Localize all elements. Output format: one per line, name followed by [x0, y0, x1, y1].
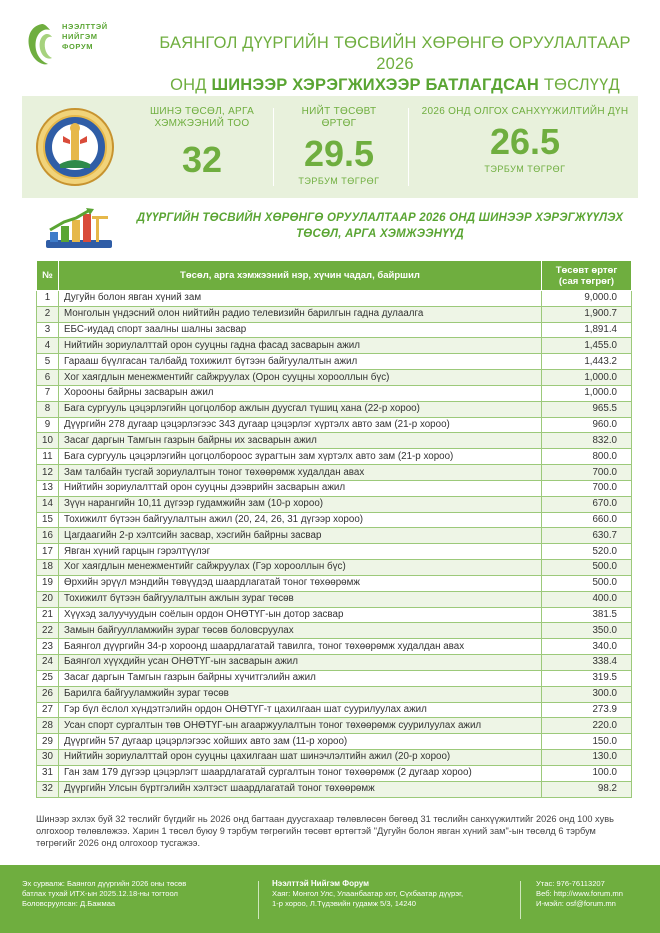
- footer-divider: [520, 881, 521, 919]
- project-name: Баянгол хүүхдийн усан ОНӨТҮГ-ын засварын ажил: [59, 655, 542, 671]
- project-cost: 300.0: [542, 686, 632, 702]
- table-row: [37, 765, 632, 781]
- footer-line: 1-р хороо, Л.Түдэвийн гудамж 5/3, 14240: [272, 899, 416, 908]
- project-name: Баянгол дүүргийн 34-р хороонд шаардлагатай тавилга, тоног төхөөрөмж худалдан авах: [59, 639, 542, 655]
- project-name: Тохижилт бүтээн байгуулалтын ажил (20, 24, 26, 31 дүгээр хороо): [59, 512, 542, 528]
- column-header-name: Төсөл, арга хэмжээний нэр, хүчин чадал, байршил: [59, 261, 542, 291]
- project-name: Хорооны байрны засварын ажил: [59, 385, 542, 401]
- project-name: ЕБС-иудад спорт заалны шалны засвар: [59, 322, 542, 338]
- table-row: [37, 607, 632, 623]
- row-number: 6: [37, 370, 59, 386]
- project-name: Хүүхэд залуучуудын соёлын ордон ОНӨТҮГ-ын дотор засвар: [59, 607, 542, 623]
- table-row: [37, 354, 632, 370]
- project-cost: 670.0: [542, 496, 632, 512]
- project-cost: 1,000.0: [542, 385, 632, 401]
- project-name: Дүүргийн Улсын бүртгэлийн хэлтэст шаардлагатай тоног төхөөрөмж: [59, 781, 542, 797]
- stat-value: 26.5: [489, 121, 561, 162]
- footer-contact: [536, 879, 656, 909]
- table-row: [37, 702, 632, 718]
- stats-banner: [22, 96, 638, 198]
- project-cost: 500.0: [542, 575, 632, 591]
- project-cost: 520.0: [542, 544, 632, 560]
- footer-source: [22, 879, 222, 909]
- column-header-no: №: [37, 261, 59, 291]
- stat-label: ШИНЭ ТӨСӨЛ, АРГА ХЭМЖЭЭНИЙ ТОО: [149, 106, 255, 129]
- row-number: 32: [37, 781, 59, 797]
- footer-line: Боловсруулсан: Д.Бажмаа: [22, 899, 116, 908]
- project-cost: 960.0: [542, 417, 632, 433]
- table-row: [37, 781, 632, 797]
- row-number: 20: [37, 591, 59, 607]
- row-number: 23: [37, 639, 59, 655]
- project-cost: 700.0: [542, 465, 632, 481]
- table-row: [37, 496, 632, 512]
- row-number: 16: [37, 528, 59, 544]
- table-row: [37, 639, 632, 655]
- column-header-cost-line1: Төсөвт өртөг: [555, 264, 618, 276]
- table-row: [37, 575, 632, 591]
- table-row: [37, 338, 632, 354]
- title-line-1: БАЯНГОЛ ДҮҮРГИЙН ТӨСВИЙН ХӨРӨНГӨ ОРУУЛАЛТААР 2026: [159, 34, 631, 73]
- project-cost: 9,000.0: [542, 291, 632, 307]
- row-number: 21: [37, 607, 59, 623]
- table-row: [37, 591, 632, 607]
- stat-unit: ТЭРБУМ ТӨГРӨГ: [298, 176, 380, 186]
- project-name: Зүүн нарангийн 10,11 дүгээр гудамжийн зам (10-р хороо): [59, 496, 542, 512]
- table-row: [37, 401, 632, 417]
- table-body: [37, 291, 632, 798]
- footer-email-link[interactable]: И-мэйл: osf@forum.mn: [536, 899, 616, 908]
- row-number: 17: [37, 544, 59, 560]
- title-line-2-pre: ОНД: [170, 76, 207, 94]
- project-name: Гарааш бүүлгасан талбайд тохижилт бүтээн байгуулалтын ажил: [59, 354, 542, 370]
- project-name: Цагдаагийн 2-р хэлтсийн засвар, хэсгийн байрны засвар: [59, 528, 542, 544]
- table-row: [37, 306, 632, 322]
- project-name: Нийтийн зориулалттай орон сууцны гадна фасад засварын ажил: [59, 338, 542, 354]
- table-row: [37, 655, 632, 671]
- stat-total-cost: [284, 106, 394, 186]
- row-number: 8: [37, 401, 59, 417]
- table-row: [37, 291, 632, 307]
- logo-line: ФОРУМ: [62, 42, 94, 51]
- stat-project-count: [142, 106, 262, 180]
- stat-label: 2026 ОНД ОЛГОХ САНХҮҮЖИЛТИЙН ДҮН: [421, 106, 629, 117]
- project-name: Засаг даргын Тамгын газрын байрны хүчитгэлийн ажил: [59, 670, 542, 686]
- project-cost: 273.9: [542, 702, 632, 718]
- table-row: [37, 465, 632, 481]
- project-cost: 1,443.2: [542, 354, 632, 370]
- project-name: Хог хаягдлын менежментийг сайжруулах (Орон сууцны хорооллын бүс): [59, 370, 542, 386]
- logo-line: НЭЭЛТТЭЙ: [62, 22, 108, 31]
- project-name: Нийтийн зориулалттай орон сууцны дээврийн засварын ажил: [59, 480, 542, 496]
- stat-divider: [273, 108, 274, 186]
- project-cost: 220.0: [542, 718, 632, 734]
- table-row: [37, 670, 632, 686]
- row-number: 3: [37, 322, 59, 338]
- title-line-2: [150, 75, 640, 96]
- project-cost: 1,000.0: [542, 370, 632, 386]
- project-cost: 100.0: [542, 765, 632, 781]
- row-number: 26: [37, 686, 59, 702]
- row-number: 25: [37, 670, 59, 686]
- project-name: Дугуйн болон явган хүний зам: [59, 291, 542, 307]
- project-cost: 340.0: [542, 639, 632, 655]
- footer-line: Эх сурвалж: Баянгол дүүргийн 2026 оны төсөв: [22, 879, 187, 888]
- table-row: [37, 480, 632, 496]
- forum-logo-icon: [22, 20, 62, 68]
- title-line-2-post: ТӨСЛҮҮД: [543, 76, 620, 94]
- project-name: Бага сургууль цэцэрлэгийн цогцолбор ажлын дуусгал түшиц хана (22-р хороо): [59, 401, 542, 417]
- project-cost: 1,900.7: [542, 306, 632, 322]
- project-cost: 150.0: [542, 734, 632, 750]
- table-row: [37, 385, 632, 401]
- row-number: 11: [37, 449, 59, 465]
- project-cost: 400.0: [542, 591, 632, 607]
- project-name: Гэр бүл ёслол хүндэтгэлийн ордон ОНӨТҮГ-т цахилгаан шат суурилуулах ажил: [59, 702, 542, 718]
- project-name: Хог хаягдлын менежментийг сайжруулах (Гэр хорооллын бүс): [59, 560, 542, 576]
- row-number: 5: [37, 354, 59, 370]
- row-number: 9: [37, 417, 59, 433]
- project-cost: 338.4: [542, 655, 632, 671]
- project-name: Ган зам 179 дүгээр цэцэрлэгт шаардлагатай сургалтын тоног төхөөрөмж (2 дугаар хороо): [59, 765, 542, 781]
- table-row: [37, 734, 632, 750]
- project-name: Тохижилт бүтээн байгуулалтын ажлын зураг төсөв: [59, 591, 542, 607]
- table-row: [37, 433, 632, 449]
- project-name: Засаг даргын Тамгын газрын байрны их засварын ажил: [59, 433, 542, 449]
- logo-line: НИЙГЭМ: [62, 32, 98, 41]
- project-name: Зам талбайн тусгай зориулалтын тоног төхөөрөмж худалдан авах: [59, 465, 542, 481]
- row-number: 24: [37, 655, 59, 671]
- project-cost: 832.0: [542, 433, 632, 449]
- table-row: [37, 686, 632, 702]
- stat-divider: [408, 108, 409, 186]
- project-name: Дүүргийн 57 дугаар цэцэрлэгээс хойших авто зам (11-р хороо): [59, 734, 542, 750]
- row-number: 19: [37, 575, 59, 591]
- table-row: [37, 512, 632, 528]
- section-heading: [40, 202, 630, 254]
- table-row: [37, 370, 632, 386]
- project-cost: 319.5: [542, 670, 632, 686]
- footer-phone: Утас: 976-76113207: [536, 879, 605, 888]
- table-row: [37, 544, 632, 560]
- row-number: 27: [37, 702, 59, 718]
- table-row: [37, 560, 632, 576]
- table-row: [37, 449, 632, 465]
- stat-funding-2026: [420, 106, 630, 174]
- project-cost: 500.0: [542, 560, 632, 576]
- table-row: [37, 528, 632, 544]
- project-name: Нийтийн зориулалттай орон сууцны цахилгаан шат шинэчлэлтийн ажил (20-р хороо): [59, 750, 542, 766]
- title-line-2-bold: ШИНЭЭР ХЭРЭГЖИХЭЭР БАТЛАГДСАН: [211, 76, 540, 94]
- row-number: 29: [37, 734, 59, 750]
- table-row: [37, 417, 632, 433]
- district-emblem: [30, 106, 120, 188]
- row-number: 14: [37, 496, 59, 512]
- project-name: Барилга байгууламжийн зураг төсөв: [59, 686, 542, 702]
- forum-logo: [22, 16, 132, 76]
- row-number: 30: [37, 750, 59, 766]
- project-cost: 965.5: [542, 401, 632, 417]
- project-name: Монголын үндэсний олон нийтийн радио телевизийн барилгын гадна дулаалга: [59, 306, 542, 322]
- row-number: 2: [37, 306, 59, 322]
- row-number: 18: [37, 560, 59, 576]
- section-title: ДҮҮРГИЙН ТӨСВИЙН ХӨРӨНГӨ ОРУУЛАЛТААР 2026 ОНД ШИНЭЭР ХЭРЭГЖҮҮЛЭХ ТӨСӨЛ, АРГА ХЭМЖЭЭНҮҮД: [136, 212, 624, 240]
- page-title: [150, 33, 640, 96]
- row-number: 10: [37, 433, 59, 449]
- project-cost: 1,891.4: [542, 322, 632, 338]
- footnote: Шинээр эхлэх буй 32 төслийг бүгдийг нь 2026 онд багтаан дуусгахаар төлөвлөсөн бөгөөд 31 төслийн санхүүжилтийг 2026 онд 100 хувь олгохоор төлөвлөжээ. Харин 1 төсөл буюу 9 тэрбум төгрөгийн төсөвт өртөгтэй "Дугуйн болон явган хүний зам"-ын төсөлд 6 тэрбум төгрөгийг 2026 онд олгохоор тусгажээ.: [36, 814, 614, 848]
- project-name: Явган хүний гарцын гэрэлтүүлэг: [59, 544, 542, 560]
- stat-label: НИЙТ ТӨСӨВТ ӨРТӨГ: [301, 106, 377, 129]
- row-number: 12: [37, 465, 59, 481]
- column-header-cost: [542, 261, 632, 291]
- projects-table: [36, 260, 632, 798]
- table-row: [37, 322, 632, 338]
- row-number: 7: [37, 385, 59, 401]
- column-header-cost-line2: (сая төгрөг): [558, 275, 615, 287]
- row-number: 22: [37, 623, 59, 639]
- stat-unit: ТЭРБУМ ТӨГРӨГ: [484, 164, 566, 174]
- project-cost: 700.0: [542, 480, 632, 496]
- footer-address: [272, 879, 502, 909]
- project-cost: 350.0: [542, 623, 632, 639]
- row-number: 15: [37, 512, 59, 528]
- growth-chart-icon: [44, 206, 114, 250]
- project-cost: 130.0: [542, 750, 632, 766]
- stat-value: 32: [181, 139, 223, 180]
- project-cost: 660.0: [542, 512, 632, 528]
- footer-line: батлах тухай ИТХ-ын 2025.12.18-ны тогтоол: [22, 889, 178, 898]
- table-row: [37, 750, 632, 766]
- project-cost: 381.5: [542, 607, 632, 623]
- row-number: 28: [37, 718, 59, 734]
- row-number: 4: [37, 338, 59, 354]
- project-cost: 98.2: [542, 781, 632, 797]
- row-number: 13: [37, 480, 59, 496]
- footer-website-link[interactable]: Веб: http://www.forum.mn: [536, 889, 623, 898]
- project-cost: 630.7: [542, 528, 632, 544]
- project-cost: 800.0: [542, 449, 632, 465]
- project-name: Бага сургууль цэцэрлэгийн цогцолбороос зүрагтын зам хүртэлх авто зам (21-р хороо): [59, 449, 542, 465]
- page-footer: [0, 865, 660, 933]
- project-name: Дүүргийн 278 дугаар цэцэрлэгээс 343 дугаар цэцэрлэг хүртэлх авто зам (21-р хороо): [59, 417, 542, 433]
- table-row: [37, 623, 632, 639]
- row-number: 31: [37, 765, 59, 781]
- row-number: 1: [37, 291, 59, 307]
- table-header-row: [37, 261, 632, 291]
- footer-line: Хаяг: Монгол Улс, Улаанбаатар хот, Сүхбаатар дүүрэг,: [272, 889, 464, 898]
- project-name: Өрхийн эрүүл мэндийн төвүүдэд шаардлагатай тоног төхөөрөмж: [59, 575, 542, 591]
- table-row: [37, 718, 632, 734]
- stat-value: 29.5: [303, 133, 375, 174]
- footer-divider: [258, 881, 259, 919]
- page-header: [0, 0, 660, 92]
- forum-logo-text: [62, 22, 132, 52]
- project-cost: 1,455.0: [542, 338, 632, 354]
- project-name: Замын байгуулламжийн зураг төсөв боловсруулах: [59, 623, 542, 639]
- project-name: Усан спорт сургалтын төв ОНӨТҮГ-ын агааржуулалтын тоног төхөөрөмж суурилуулах ажил: [59, 718, 542, 734]
- footer-org-name: Нээлттэй Нийгэм Форум: [272, 879, 370, 888]
